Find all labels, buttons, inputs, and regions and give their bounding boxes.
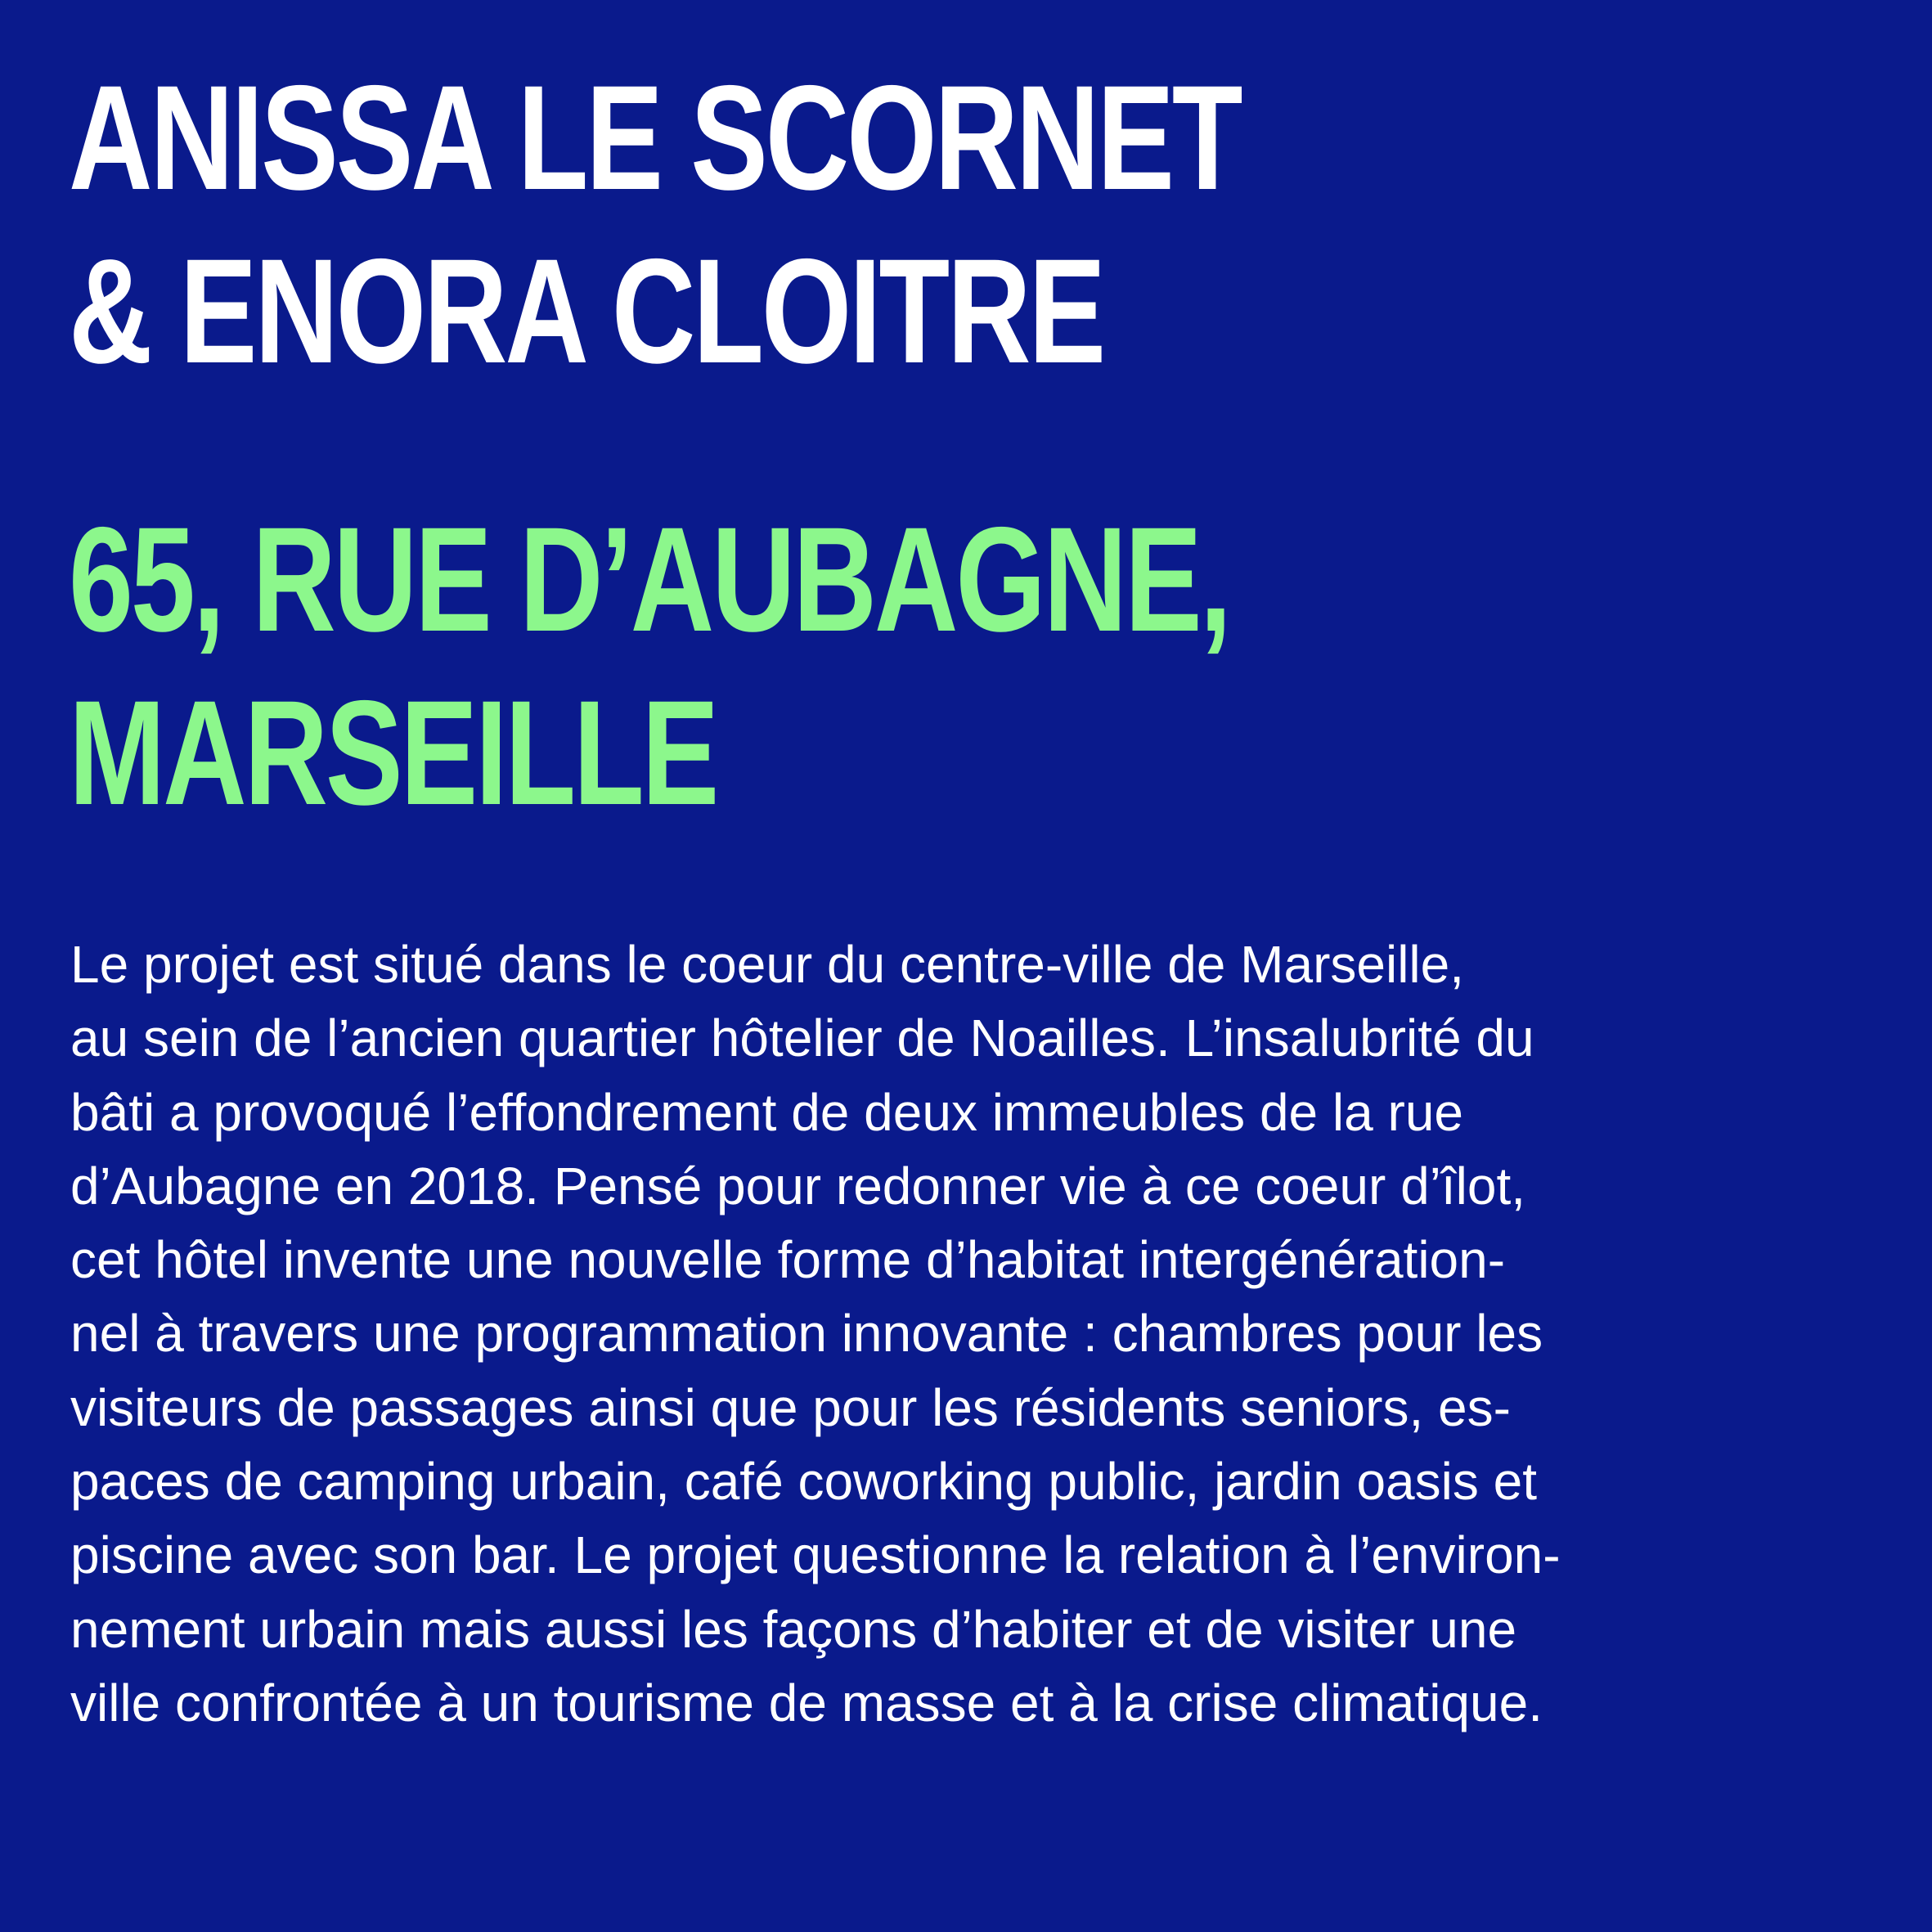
authors-heading xyxy=(69,51,1240,398)
description-line: nel à travers une programmation innovante : chambres pour les xyxy=(70,1304,1543,1364)
project-title-line-2: MARSEILLE xyxy=(69,669,717,836)
description-line: piscine avec son bar. Le projet questionne la relation à l’environ- xyxy=(70,1525,1561,1585)
description-line: Le projet est situé dans le coeur du centre-ville de Marseille, xyxy=(70,935,1464,994)
project-title-line-1: 65, RUE D’AUBAGNE, xyxy=(69,496,1229,663)
description-line: cet hôtel invente une nouvelle forme d’habitat intergénération- xyxy=(70,1230,1506,1290)
project-description xyxy=(70,928,1886,1740)
description-line: nement urbain mais aussi les façons d’habiter et de visiter une xyxy=(70,1599,1517,1659)
authors-line-2: & ENORA CLOITRE xyxy=(69,227,1104,394)
description-line: ville confrontée à un tourisme de masse et à la crise climatique. xyxy=(70,1673,1543,1732)
description-line: visiteurs de passages ainsi que pour les résidents seniors, es- xyxy=(70,1377,1511,1437)
description-line: bâti a provoqué l’effondrement de deux immeubles de la rue xyxy=(70,1082,1463,1142)
description-line: d’Aubagne en 2018. Pensé pour redonner vie à ce coeur d’îlot, xyxy=(70,1156,1526,1215)
description-line: paces de camping urbain, café coworking public, jardin oasis et xyxy=(70,1452,1537,1512)
description-line: au sein de l’ancien quartier hôtelier de Noailles. L’insalubrité du xyxy=(70,1009,1534,1068)
project-title xyxy=(69,492,1229,839)
authors-line-1: ANISSA LE SCORNET xyxy=(69,54,1241,221)
